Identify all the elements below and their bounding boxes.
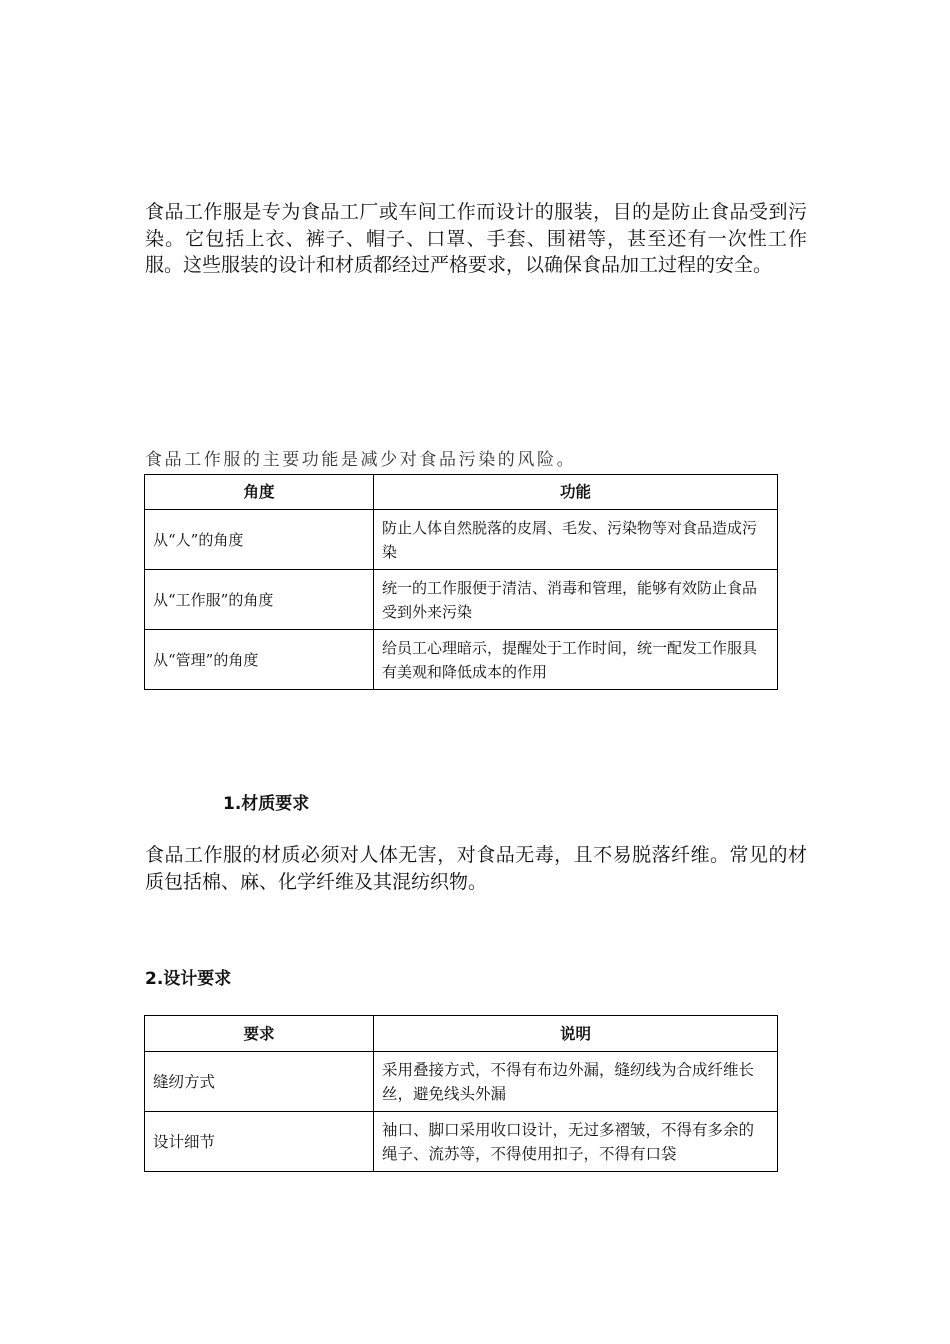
cell-angle: 从“工作服”的角度 [145, 570, 374, 630]
table-header-row [145, 475, 778, 510]
table-row [145, 570, 778, 630]
cell-function: 统一的工作服便于清洁、消毒和管理，能够有效防止食品受到外来污染 [374, 570, 778, 630]
cell-angle: 从“管理”的角度 [145, 630, 374, 690]
cell-requirement: 缝纫方式 [145, 1052, 374, 1112]
function-table [144, 474, 778, 690]
header-requirement: 要求 [145, 1016, 374, 1052]
cell-angle: 从“人”的角度 [145, 510, 374, 570]
material-paragraph: 食品工作服的材质必须对人体无害，对食品无毒，且不易脱落纤维。常见的材质包括棉、麻、化学纤维及其混纺织物。 [145, 844, 807, 893]
design-table [144, 1015, 778, 1172]
design-heading: 2.设计要求 [145, 969, 232, 989]
cell-description: 袖口、脚口采用收口设计，无过多褶皱，不得有多余的绳子、流苏等，不得使用扣子，不得有口袋 [374, 1112, 778, 1172]
header-angle: 角度 [145, 475, 374, 510]
cell-function: 防止人体自然脱落的皮屑、毛发、污染物等对食品造成污染 [374, 510, 778, 570]
cell-requirement: 设计细节 [145, 1112, 374, 1172]
table-row [145, 1112, 778, 1172]
table-header-row [145, 1016, 778, 1052]
table-row [145, 1052, 778, 1112]
intro-paragraph: 食品工作服是专为食品工厂或车间工作而设计的服装，目的是防止食品受到污染。它包括上衣、裤子、帽子、口罩、手套、围裙等，甚至还有一次性工作服。这些服装的设计和材质都经过严格要求，以确保食品加工过程的安全。 [145, 201, 807, 276]
table-row [145, 510, 778, 570]
function-table-caption: 食品工作服的主要功能是减少对食品污染的风险。 [145, 450, 577, 470]
header-function: 功能 [374, 475, 778, 510]
material-heading: 1.材质要求 [223, 794, 310, 814]
table-row [145, 630, 778, 690]
cell-function: 给员工心理暗示，提醒处于工作时间，统一配发工作服具有美观和降低成本的作用 [374, 630, 778, 690]
header-description: 说明 [374, 1016, 778, 1052]
cell-description: 采用叠接方式，不得有布边外漏，缝纫线为合成纤维长丝，避免线头外漏 [374, 1052, 778, 1112]
